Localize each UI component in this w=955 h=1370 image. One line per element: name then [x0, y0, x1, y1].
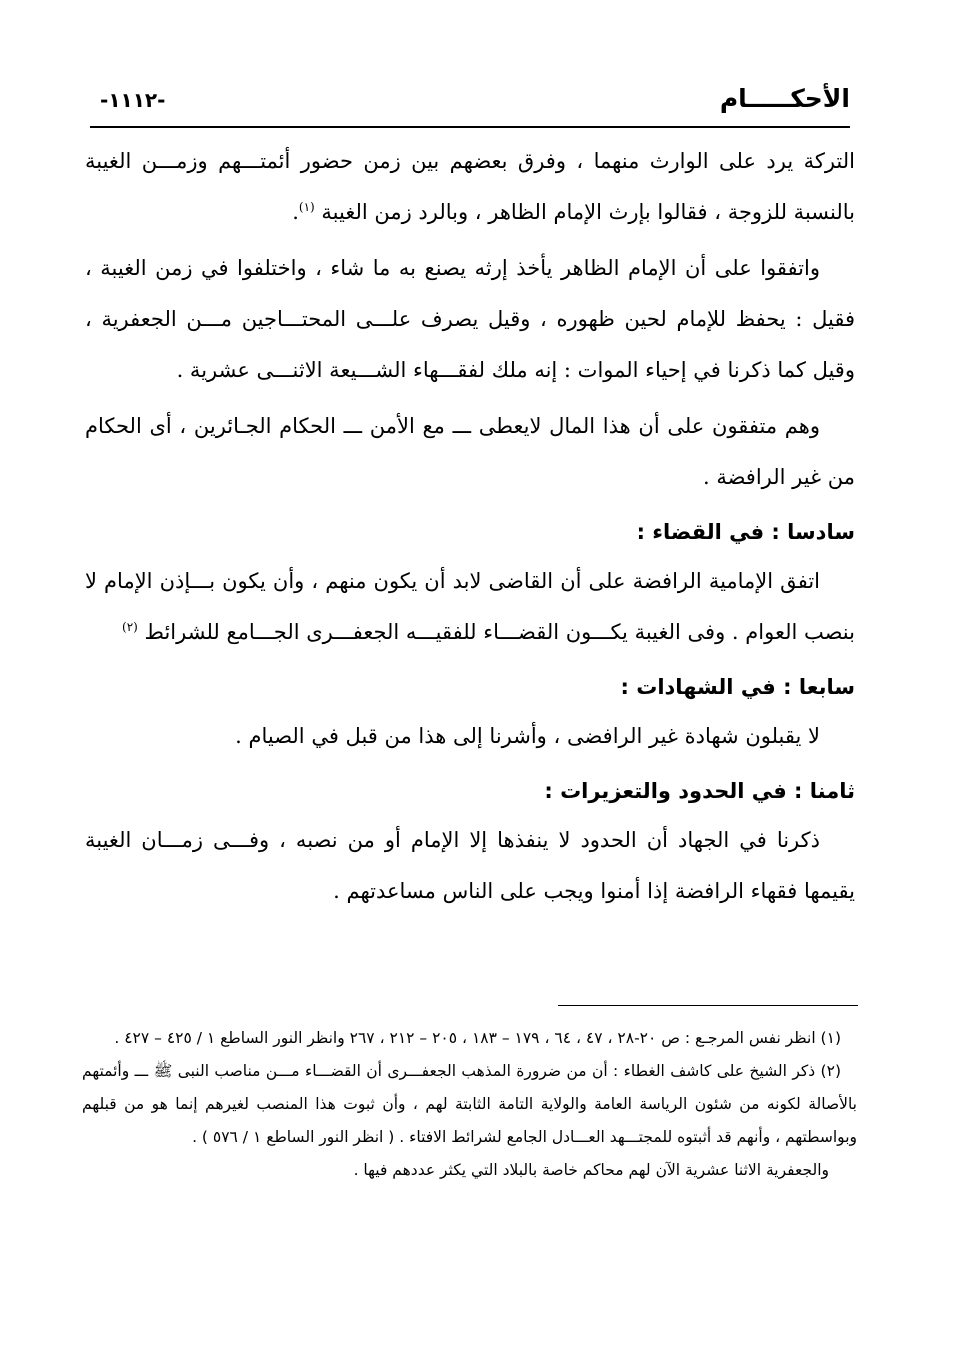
main-text [85, 136, 855, 922]
running-title: الأحكـــــام [719, 84, 850, 113]
page-header [90, 82, 850, 128]
section-heading: سادسا : في القضاء : [636, 520, 855, 544]
footnote: (١) انظر نفس المرجـع : ص ٢٠-٢٨ ، ٤٧ ، ٦٤ ، ١٧٩ – ١٨٣ ، ٢٠٥ – ٢١٢ ، ٢٦٧ وانظر النور الساطع ١ / ٤٢٥ – ٤٢٧ . [114, 1029, 841, 1047]
footnote-divider [558, 1005, 858, 1006]
footnote-ref: (١) [298, 200, 315, 214]
footnote-ref: (٢) [122, 620, 138, 634]
paragraph-text: التركة يرد على الوارث منهما ، وفرق بعضهم بين زمن حضور أئمتـــهم وزمـــن الغيبة بالنسبة للزوجة ، فقالوا بإرث الإمام الظاهر ، وبالرد زمن الغيبة [85, 149, 855, 224]
footnotes [82, 1022, 857, 1187]
footnote-note: والجعفرية الاثنا عشرية الآن لهم محاكم خاصة بالبلاد التي يكثر عددهم فيها . [353, 1161, 829, 1179]
footnote: (٢) ذكر الشيخ على كاشف الغطاء : أن من ضرورة المذهب الجعفـــرى أن القضـــاء مـــن مناصب النبى ﷺ ـــ وأئمتهم بالأصالة لكونه من شئون الرياسة العامة والولاية التامة الثابتة لهم ، وأن ثبوت هذا المنصب لغيرهم إنما هو من قبلهم وبواسطتهم ، وأنهم قد أثبتوه للمجتـــهد العـــادل الجامع لشرائط الافتاء . ( انظر النور الساطع ١ / ٥٧٦ ) . [82, 1062, 857, 1146]
paragraph: وهم متفقون على أن هذا المال لايعطى ـــ مع الأمن ـــ الحكام الجـائرين ، أى الحكام من غير الرافضة . [85, 414, 855, 489]
section-heading: ثامنا : في الحدود والتعزيرات : [544, 779, 855, 803]
paragraph-text: اتفق الإمامية الرافضة على أن القاضى لابد أن يكون منهم ، وأن يكون بـــإذن الإمام لا بنصب العوام . وفى الغيبة يكـــون القضـــاء للفقيـــه الجعفـــرى الجـــامع للشرائط [85, 569, 855, 644]
page-number: -١١١٢- [100, 88, 166, 112]
section-heading: سابعا : في الشهادات : [620, 675, 855, 699]
paragraph [85, 556, 855, 658]
paragraph-end: . [292, 200, 299, 224]
paragraph: واتفقوا على أن الإمام الظاهر يأخذ إرثه يصنع به ما شاء ، واختلفوا في زمن الغيبة ، فقيل : يحفظ للإمام لحين ظهوره ، وقيل يصرف علـــى المحتـــاجين مـــن الجعفرية ، وقيل كما ذكرنا في إحياء الموات : إنه ملك لفقـــهاء الشـــيعة الاثنـــى عشرية . [85, 256, 855, 382]
paragraph: ذكرنا في الجهاد أن الحدود لا ينفذها إلا الإمام أو من نصبه ، وفـــى زمـــان الغيبة يقيمها فقهاء الرافضة إذا أمنوا ويجب على الناس مساعدتهم . [85, 828, 855, 903]
paragraph [85, 136, 855, 238]
paragraph: لا يقبلون شهادة غير الرافضى ، وأشرنا إلى هذا من قبل في الصيام . [235, 724, 820, 748]
